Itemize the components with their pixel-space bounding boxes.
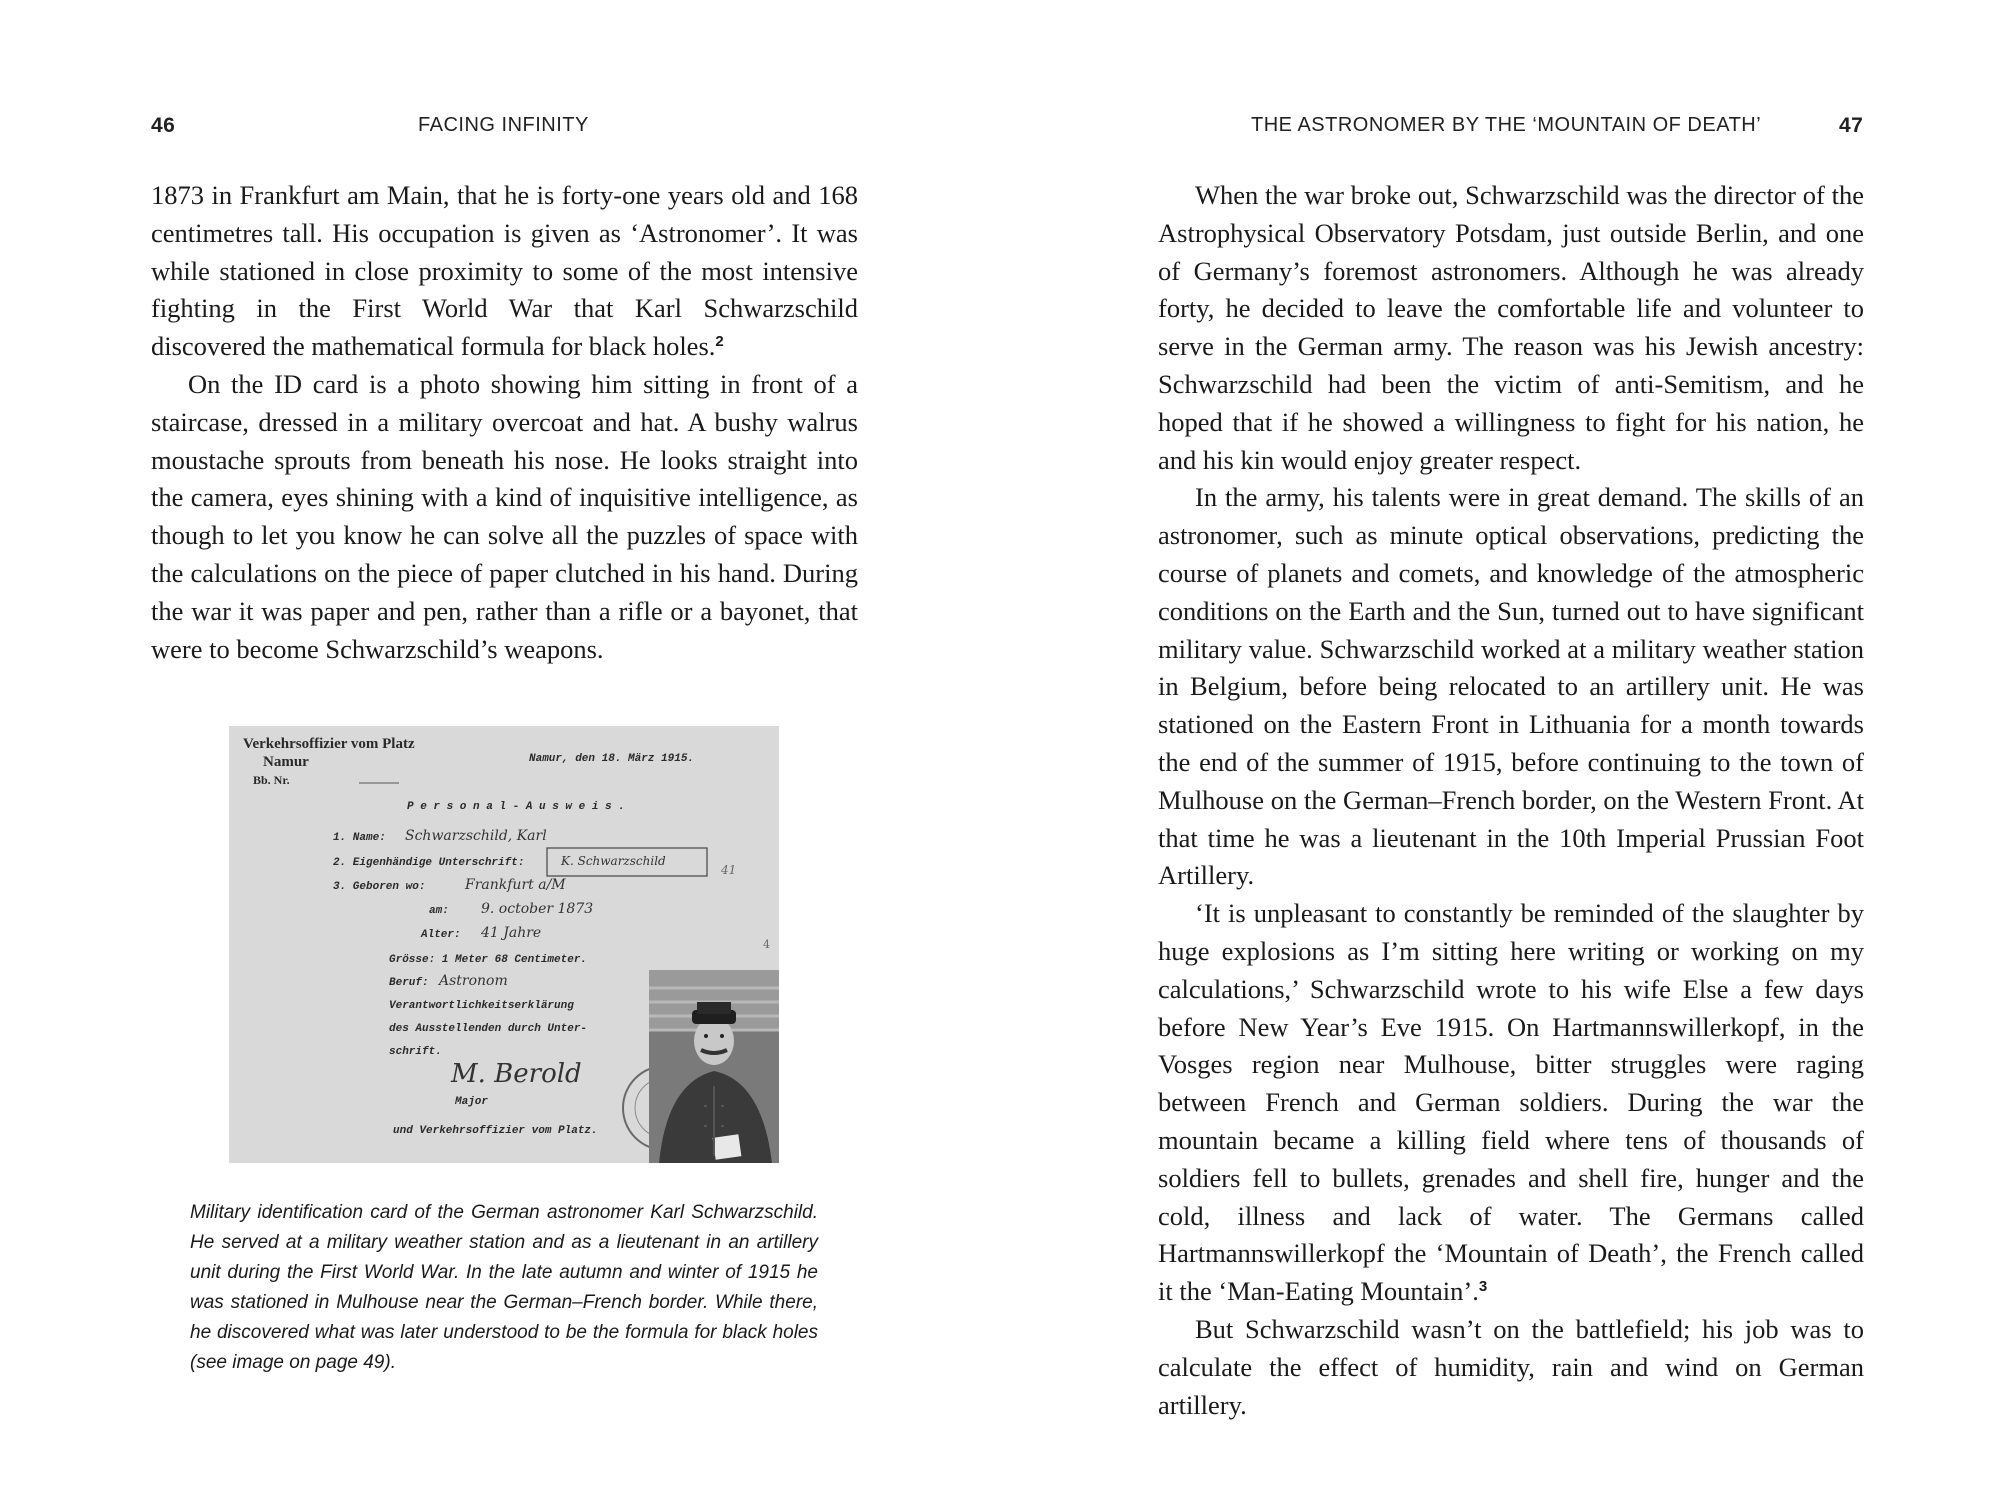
right-page <box>1000 0 2000 1500</box>
body-text <box>151 177 858 668</box>
paragraph: ‘It is unpleasant to constantly be reminded of the slaughter by huge explosions as I’m sitting here writing or working on my calculations,’ Schwarzschild wrote to his wife Else a few days before New Year’s Eve 1915. On Hartmannswillerkopf, in the Vosges region near Mulhouse, bitter struggles were raging between French and German soldiers. During the war the mountain became a killing field where tens of thousands of soldiers fell to bullets, grenades and shell fire, hunger and the cold, illness and lack of water. The Germans called Hartmannswillerkopf the ‘Mountain of Death’, the French called it the ‘Man-Eating Mountain’.$^3$ <box>1158 898 1864 1307</box>
card-header-line3: Bb. Nr. <box>253 773 290 787</box>
footnote-marker[interactable]: 3 <box>1478 1278 1488 1296</box>
card-row-name: 1. Name: <box>333 832 386 844</box>
running-title: THE ASTRONOMER BY THE ‘MOUNTAIN OF DEATH’ <box>1251 114 1762 136</box>
card-row-declaration-3: schrift. <box>389 1046 442 1058</box>
paragraph: On the ID card is a photo showing him sitting in front of a staircase, dressed in a military overcoat and hat. A bushy walrus moustache sprouts from beneath his nose. He looks straight into the camera, eyes shining with a kind of inquisitive intelligence, as though to let you know he can solve all the puzzles of space with the calculations on the piece of paper clutched in his hand. During the war it was paper and pen, rather than a rifle or a bayonet, that were to become Schwarzschild’s weapons. <box>151 368 858 664</box>
handwritten-birthdate: 9. october 1873 <box>481 901 594 917</box>
card-header-line2: Namur <box>263 754 309 770</box>
card-row-occupation: Beruf: <box>389 977 429 989</box>
officer-signature: M. Berold <box>451 1059 582 1089</box>
figure-caption: Military identification card of the German astronomer Karl Schwarzschild. He served at a military weather station and as a lieutenant in an artillery unit during the First World War. In the late autumn and winter of 1915 he was stationed in Mulhouse near the German–French border. While there, he discovered what was later understood to be the formula for black holes (see image on page 49). <box>190 1202 818 1373</box>
card-row-height: Grösse: 1 Meter 68 Centimeter. <box>389 954 588 966</box>
card-row-born-when: am: <box>429 905 449 917</box>
card-date: Namur, den 18. März 1915. <box>529 753 695 765</box>
id-card-figure <box>229 726 779 1163</box>
card-header-line1: Verkehrsoffizier vom Platz <box>243 736 415 752</box>
handwritten-name: Schwarzschild, Karl <box>405 828 547 844</box>
card-row-age: Alter: <box>421 929 461 941</box>
handwritten-occupation: Astronom <box>439 973 508 989</box>
paragraph: When the war broke out, Schwarzschild was the director of the Astrophysical Observatory Potsdam, just outside Berlin, and one of Germany’s foremost astronomers. Although he was already forty, he decided to leave the comfortable life and volunteer to serve in the German army. The reason was his Jewish ancestry: Schwarzschild had been the victim of anti-Semitism, and he hoped that if he showed a willingness to fight for his nation, he and his kin would enjoy greater respect. <box>1158 180 1864 475</box>
paragraph: But Schwarzschild wasn’t on the battlefield; his job was to calculate the effect of humidity, rain and wind on German artillery. <box>1158 1313 1864 1420</box>
page-number: 46 <box>151 114 176 137</box>
svg-text:41: 41 <box>721 863 737 877</box>
portrait-photo <box>649 970 779 1163</box>
body-text <box>1158 177 1864 1424</box>
handwritten-age: 41 Jahre <box>481 925 542 941</box>
page-number: 47 <box>1839 114 1864 137</box>
card-row-declaration-1: Verantwortlichkeitserklärung <box>389 1000 574 1012</box>
card-row-declaration-2: des Ausstellenden durch Unter- <box>389 1023 588 1035</box>
svg-text:4: 4 <box>763 938 770 951</box>
paragraph: In the army, his talents were in great demand. The skills of an astronomer, such as minute optical observations, predicting the course of planets and comets, and knowledge of the atmospheric conditions on the Earth and the Sun, turned out to have significant military value. Schwarzschild worked at a military weather station in Belgium, before being relocated to an artillery unit. He was stationed on the Eastern Front in Lithuania for a month towards the end of the summer of 1915, before continuing to the town of Mulhouse on the German–French border, on the Western Front. At that time he was a lieutenant in the 10th Imperial Prussian Foot Artillery. <box>1158 482 1864 891</box>
handwritten-birthplace: Frankfurt a/M <box>465 877 566 893</box>
footnote-marker[interactable]: 2 <box>715 333 724 351</box>
card-officer: und Verkehrsoffizier vom Platz. <box>393 1125 598 1137</box>
card-rank: Major <box>455 1096 489 1108</box>
card-row-signature: 2. Eigenhändige Unterschrift: <box>333 857 525 869</box>
card-heading: P e r s o n a l - A u s w e i s . <box>407 801 625 813</box>
card-row-born-where: 3. Geboren wo: <box>333 881 426 893</box>
running-title: FACING INFINITY <box>418 114 589 136</box>
paragraph: 1873 in Frankfurt am Main, that he is forty-one years old and 168 centimetres tall. His occupation is given as ‘Astronomer’. It was while stationed in close proximity to some of the most intensive fighting in the First World War that Karl Schwarzschild discovered the mathematical formula for black holes.$^2$ <box>151 180 858 362</box>
handwritten-signature: K. Schwarzschild <box>561 854 666 868</box>
